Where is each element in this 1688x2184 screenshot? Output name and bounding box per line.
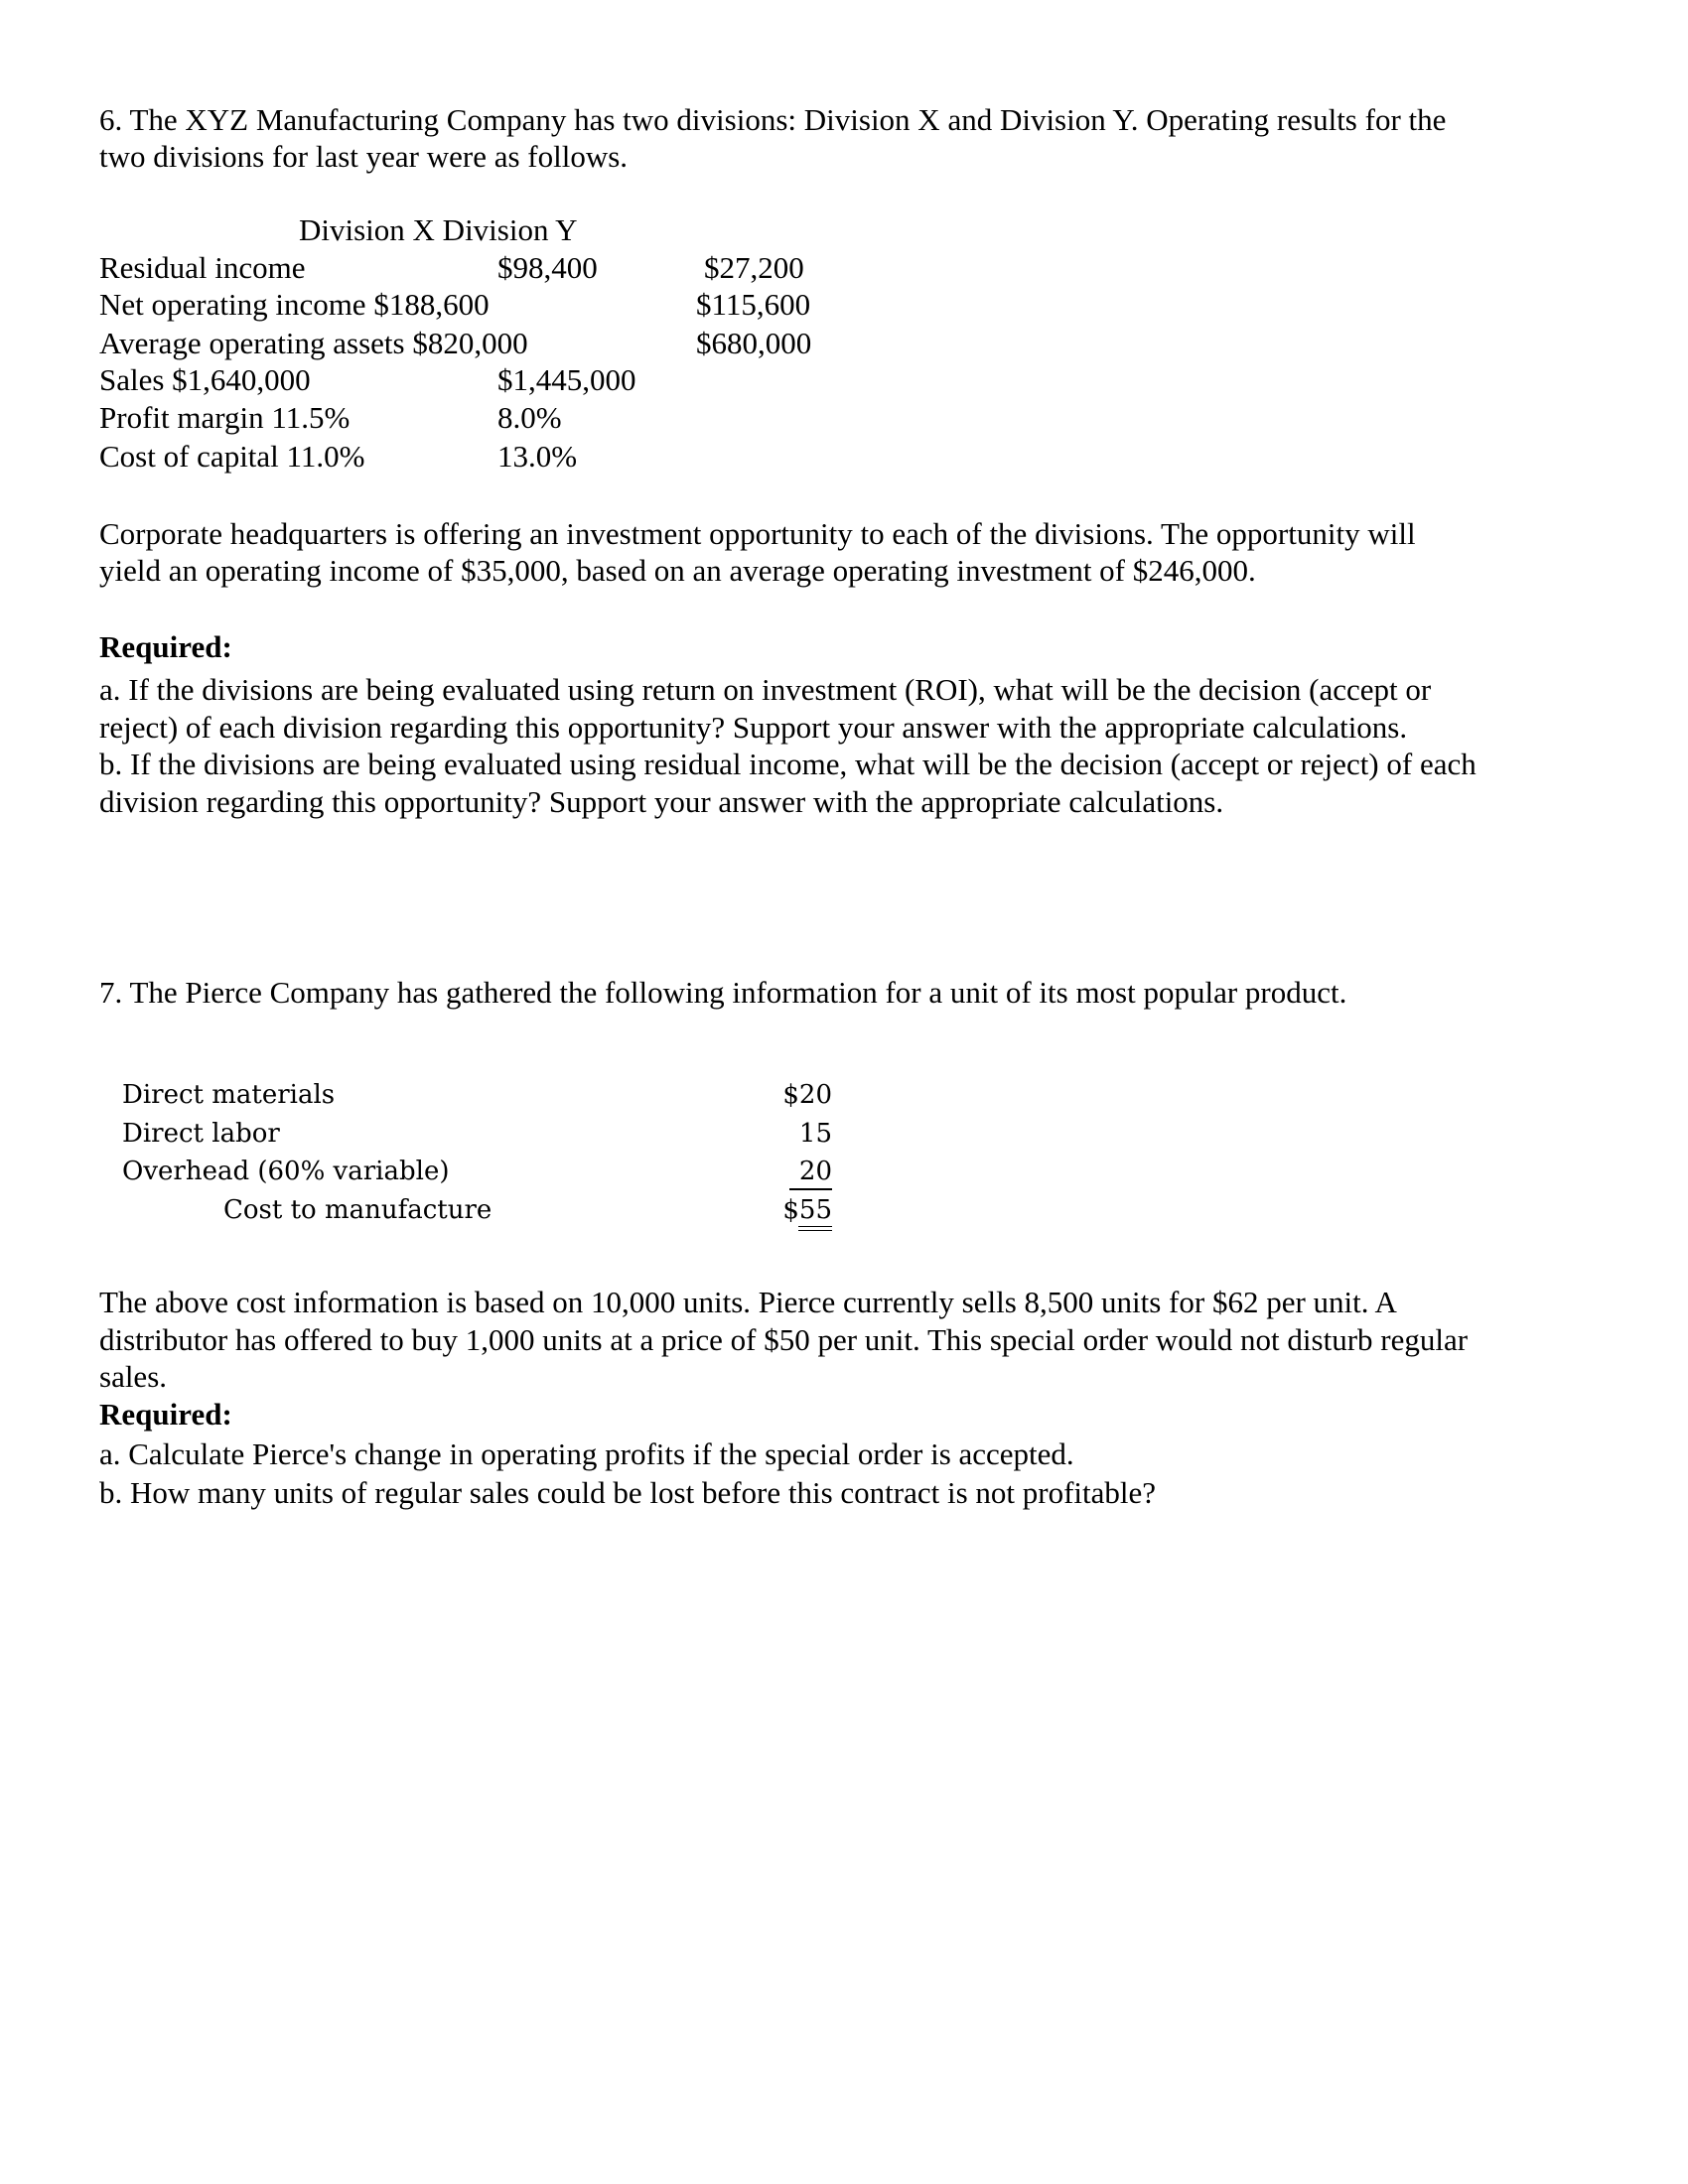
- problem6-required-b-line-2: division regarding this opportunity? Support your answer with the appropriate calculations.: [99, 784, 1224, 819]
- problem7-required-a: a. Calculate Pierce's change in operating profits if the special order is accepted.: [99, 1436, 1074, 1471]
- problem7-body-line-1: The above cost information is based on 10,000 units. Pierce currently sells 8,500 units for $62 per unit. A: [99, 1285, 1397, 1319]
- problem6-required-a-line-1: a. If the divisions are being evaluated using return on investment (ROI), what will be the decision (accept or: [99, 672, 1432, 707]
- problem7-body-line-3: sales.: [99, 1359, 168, 1394]
- problem7-required-heading: Required:: [99, 1397, 232, 1432]
- problem7-required-b: b. How many units of regular sales could be lost before this contract is not profitable?: [99, 1475, 1157, 1510]
- row-profit-margin-x: 8.0%: [497, 400, 562, 435]
- problem6-intro-line-2: two divisions for last year were as follows.: [99, 139, 629, 174]
- row-residual-income-x: $98,400: [497, 250, 598, 285]
- row-average-operating-assets-y: $680,000: [696, 326, 812, 360]
- cost-row-direct-materials-value: $20: [782, 1080, 832, 1110]
- row-average-operating-assets-label: Average operating assets $820,000: [99, 326, 528, 360]
- row-net-operating-income-y: $115,600: [696, 287, 811, 322]
- problem7-intro: 7. The Pierce Company has gathered the following information for a unit of its most popular product.: [99, 975, 1347, 1010]
- row-profit-margin-label: Profit margin 11.5%: [99, 400, 351, 435]
- row-sales-x: $1,445,000: [497, 362, 636, 397]
- problem7-body-line-2: distributor has offered to buy 1,000 units at a price of $50 per unit. This special order would not disturb regular: [99, 1322, 1469, 1357]
- problem6-required-a-line-2: reject) of each division regarding this opportunity? Support your answer with the appropriate calculations.: [99, 710, 1408, 745]
- cost-row-direct-materials-label: Direct materials: [122, 1080, 336, 1110]
- cost-row-overhead-label: Overhead (60% variable): [122, 1157, 450, 1186]
- row-residual-income-y: $27,200: [704, 250, 804, 285]
- row-net-operating-income-label: Net operating income $188,600: [99, 287, 490, 322]
- cost-row-total-label: Cost to manufacture: [223, 1195, 492, 1225]
- subtotal-underline: [789, 1188, 832, 1190]
- row-residual-income-label: Residual income: [99, 250, 306, 285]
- row-cost-of-capital-label: Cost of capital 11.0%: [99, 439, 365, 474]
- opportunity-line-2: yield an operating income of $35,000, based on an average operating investment of $246,000.: [99, 553, 1256, 588]
- cost-row-direct-labor-value: 15: [798, 1119, 832, 1149]
- cost-row-direct-labor-label: Direct labor: [122, 1119, 280, 1149]
- opportunity-line-1: Corporate headquarters is offering an investment opportunity to each of the divisions. The opportunity will: [99, 516, 1416, 551]
- total-double-underline-top: [798, 1226, 832, 1227]
- cost-row-overhead-value: 20: [798, 1157, 832, 1186]
- cost-row-total-value: $55: [782, 1195, 832, 1225]
- problem6-intro-line-1: 6. The XYZ Manufacturing Company has two divisions: Division X and Division Y. Operating results for the: [99, 102, 1447, 137]
- problem6-required-b-line-1: b. If the divisions are being evaluated using residual income, what will be the decision (accept or reject) of each: [99, 747, 1477, 781]
- division-table-header: Division X Division Y: [299, 212, 578, 247]
- row-sales-label: Sales $1,640,000: [99, 362, 311, 397]
- total-double-underline-bottom: [798, 1230, 832, 1231]
- row-cost-of-capital-x: 13.0%: [497, 439, 578, 474]
- problem6-required-heading: Required:: [99, 629, 232, 664]
